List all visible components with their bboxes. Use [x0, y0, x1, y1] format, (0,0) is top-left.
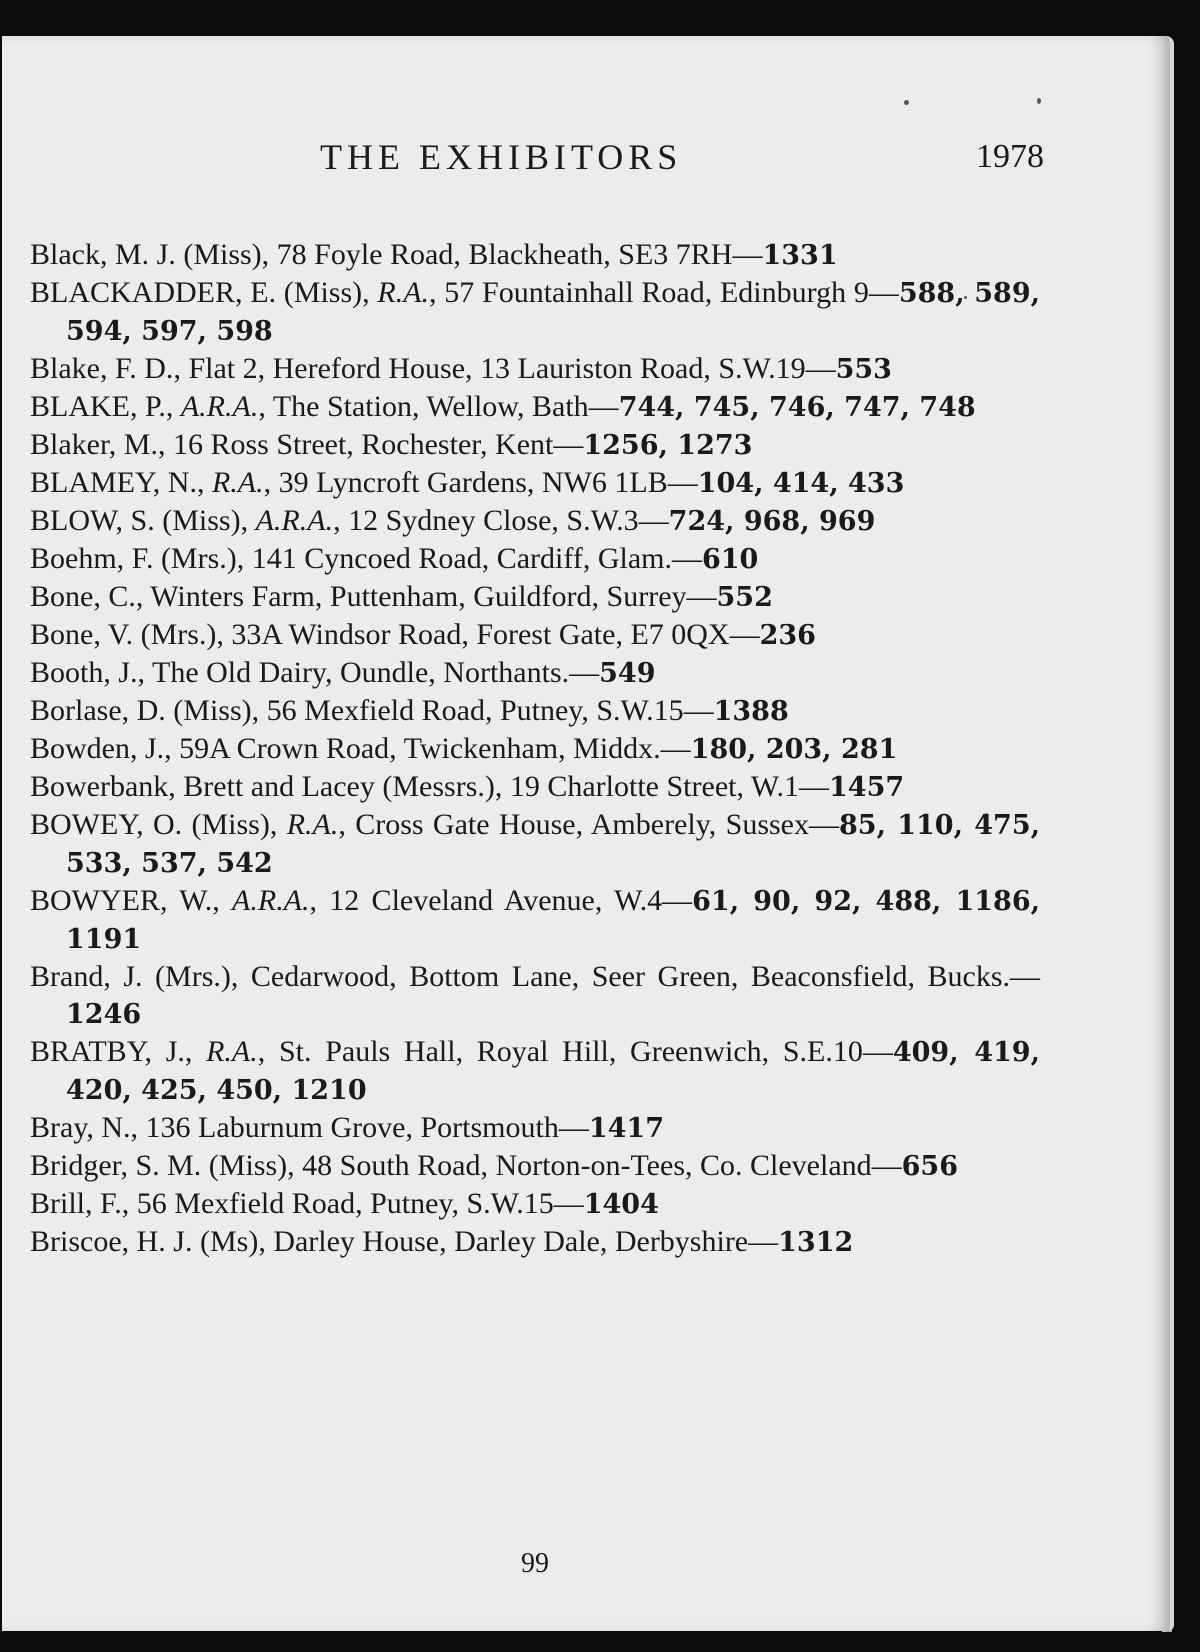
exhibitor-address: , 56 Mexfield Road, Putney, S.W.15— [251, 694, 714, 727]
catalogue-numbers: 610 [701, 544, 759, 575]
exhibitor-address: , 56 Mexfield Road, Putney, S.W.15— [121, 1187, 584, 1220]
exhibitor-address: , Darley House, Darley Dale, Derbyshire— [258, 1225, 779, 1258]
exhibitor-distinction: A.R.A. [255, 504, 334, 537]
exhibitor-entry [30, 236, 1040, 274]
paper-speck [1037, 98, 1041, 104]
catalogue-numbers: 61, 90, 92, 488, 1186, 1191 [66, 886, 1041, 955]
exhibitor-entry [30, 388, 1040, 426]
catalogue-numbers: 104, 414, 433 [697, 468, 905, 499]
catalogue-numbers: 180, 203, 281 [690, 734, 898, 765]
exhibitor-entry [30, 654, 1040, 692]
exhibitor-entry [30, 806, 1040, 882]
exhibitor-name: Borlase, D. (Miss) [30, 694, 252, 727]
exhibitor-entry [30, 1185, 1040, 1223]
exhibitor-entry [30, 1147, 1040, 1185]
exhibitor-distinction: R.A. [206, 1035, 258, 1068]
exhibitor-name: BOWYER, W., [30, 884, 233, 917]
exhibitor-name: BLAKE, P., [30, 390, 181, 423]
exhibitor-entry [30, 502, 1040, 540]
exhibitor-name: Blake, F. D. [30, 352, 174, 385]
exhibitor-entry [30, 1109, 1040, 1147]
catalogue-numbers: 236 [759, 620, 816, 651]
exhibitor-address: , 59A Crown Road, Twickenham, Middx.— [164, 732, 691, 765]
exhibitor-address: , Winters Farm, Puttenham, Guildford, Surrey— [135, 580, 717, 613]
catalogue-numbers: 744, 745, 746, 747, 748 [618, 392, 976, 423]
exhibitor-address: , Cedarwood, Bottom Lane, Seer Green, Beaconsfield, Bucks.— [230, 960, 1040, 993]
exhibitor-distinction: R.A. [286, 808, 339, 841]
catalogue-numbers: 1457 [829, 772, 905, 803]
catalogue-numbers: 553 [835, 354, 892, 385]
exhibitor-distinction: R.A. [211, 466, 264, 499]
exhibitor-name: Bowden, J. [30, 732, 165, 765]
exhibitor-entry [30, 274, 1040, 350]
exhibitor-address: , 136 Laburnum Grove, Portsmouth— [130, 1111, 589, 1144]
exhibitor-name: Briscoe, H. J. (Ms) [30, 1225, 259, 1258]
paper-speck [904, 100, 909, 105]
catalogue-numbers: 656 [901, 1151, 959, 1182]
exhibitor-name: Brand, J. (Mrs.) [30, 960, 231, 993]
catalogue-numbers: 1331 [762, 240, 838, 271]
exhibitor-name: BRATBY, J., [30, 1035, 207, 1068]
catalogue-numbers: 549 [599, 658, 656, 689]
page-number: 99 [521, 1548, 549, 1579]
running-head [30, 136, 1044, 196]
exhibitor-address: , 12 Sydney Close, S.W.3— [333, 504, 669, 537]
catalogue-numbers: 724, 968, 969 [668, 506, 876, 537]
exhibitor-name: Bone, V. (Mrs.) [30, 618, 217, 651]
exhibitor-entry [30, 350, 1040, 388]
exhibitor-entry [30, 616, 1040, 654]
exhibitor-entry [30, 768, 1040, 806]
exhibitor-entry [30, 730, 1040, 768]
exhibitor-distinction: R.A. [377, 276, 430, 309]
exhibitor-name: Booth, J. [30, 656, 138, 689]
exhibitor-entry [30, 540, 1040, 578]
exhibitor-name: Bridger, S. M. (Miss) [30, 1149, 288, 1182]
exhibitor-name: BOWEY, O. (Miss), [30, 808, 287, 841]
exhibitor-name: Brill, F. [30, 1187, 122, 1220]
exhibitor-name: BLACKADDER, E. (Miss), [30, 276, 378, 309]
exhibitor-address: , 16 Ross Street, Rochester, Kent— [157, 428, 584, 461]
exhibitor-entry [30, 464, 1040, 502]
exhibitor-name: Blaker, M. [30, 428, 158, 461]
exhibitor-entry [30, 578, 1040, 616]
exhibitor-address: , 48 South Road, Norton-on-Tees, Co. Cleveland— [287, 1149, 902, 1182]
catalogue-numbers: 1256, 1273 [583, 430, 753, 461]
exhibitor-address: , 19 Charlotte Street, W.1— [494, 770, 829, 803]
exhibitor-name: BLAMEY, N., [30, 466, 212, 499]
exhibitor-entry [30, 1223, 1040, 1261]
catalogue-numbers: 588, 589, 594, 597, 598 [66, 278, 1041, 347]
exhibitor-distinction: A.R.A. [180, 390, 259, 423]
page-title: THE EXHIBITORS [320, 137, 683, 177]
exhibitor-entry [30, 958, 1040, 1033]
exhibitor-address: , The Old Dairy, Oundle, Northants.— [137, 656, 600, 689]
book-page [2, 36, 1174, 1631]
exhibitor-entry [30, 426, 1040, 464]
page-year: 1978 [976, 138, 1044, 175]
exhibitor-address: , 57 Fountainhall Road, Edinburgh 9— [429, 276, 899, 309]
exhibitor-name: Black, M. J. (Miss) [30, 238, 262, 271]
catalogue-numbers: 1388 [713, 696, 789, 727]
exhibitor-address: , The Station, Wellow, Bath— [258, 390, 619, 423]
catalogue-numbers: 1404 [583, 1189, 659, 1220]
exhibitor-address: , 141 Cyncoed Road, Cardiff, Glam.— [236, 542, 702, 575]
exhibitor-address: , 39 Lyncroft Gardens, NW6 1LB— [263, 466, 698, 499]
exhibitor-entry [30, 1033, 1040, 1109]
exhibitor-entry [30, 882, 1040, 958]
catalogue-numbers: 552 [716, 582, 773, 613]
exhibitor-distinction: A.R.A. [232, 884, 310, 917]
exhibitor-name: BLOW, S. (Miss), [30, 504, 256, 537]
catalogue-numbers: 409, 419, 420, 425, 450, 1210 [66, 1037, 1040, 1106]
exhibitor-name: Bray, N. [30, 1111, 131, 1144]
catalogue-numbers: 85, 110, 475, 533, 537, 542 [66, 810, 1041, 879]
exhibitor-list [30, 236, 1040, 1261]
exhibitor-address: , Flat 2, Hereford House, 13 Lauriston Road, S.W.19— [173, 352, 836, 385]
exhibitor-address: , Cross Gate House, Amberely, Sussex— [338, 808, 839, 841]
catalogue-numbers: 1417 [588, 1113, 664, 1144]
exhibitor-address: , 12 Cleveland Avenue, W.4— [309, 884, 693, 917]
exhibitor-address: , St. Pauls Hall, Royal Hill, Greenwich, S.E.10— [257, 1035, 893, 1068]
exhibitor-address: , 78 Foyle Road, Blackheath, SE3 7RH— [261, 238, 763, 271]
exhibitor-address: , 33A Windsor Road, Forest Gate, E7 0QX— [216, 618, 760, 651]
exhibitor-name: Bowerbank, Brett and Lacey (Messrs.) [30, 770, 495, 803]
exhibitor-name: Bone, C. [30, 580, 136, 613]
catalogue-numbers: 1246 [66, 999, 142, 1030]
exhibitor-entry [30, 692, 1040, 730]
catalogue-numbers: 1312 [778, 1227, 854, 1258]
exhibitor-name: Boehm, F. (Mrs.) [30, 542, 237, 575]
